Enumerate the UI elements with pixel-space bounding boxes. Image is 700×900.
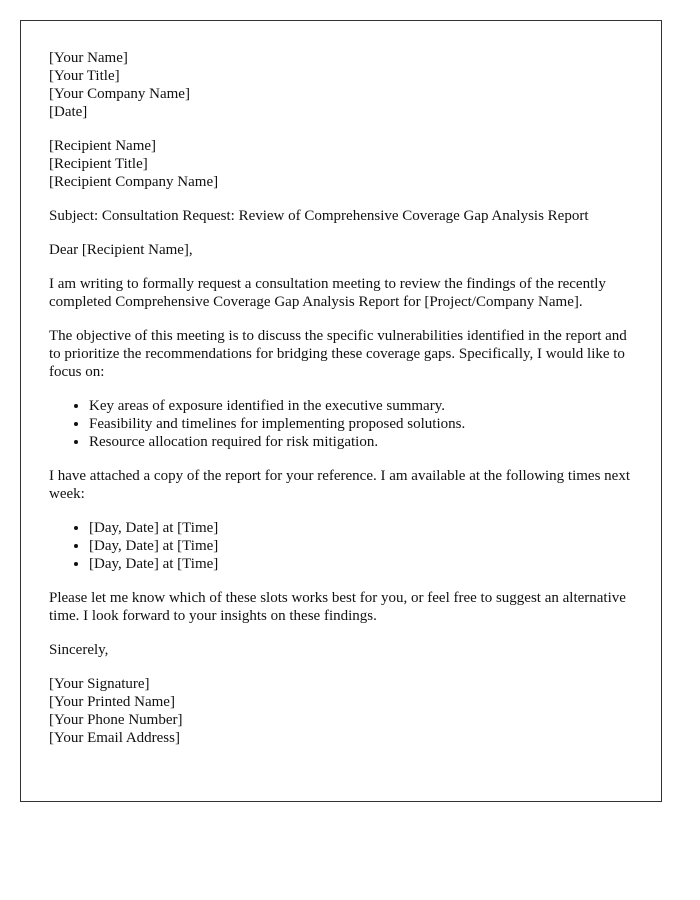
list-item: • [Day, Date] at [Time] — [89, 555, 633, 573]
salutation: Dear [Recipient Name], — [49, 242, 193, 258]
objective-paragraph: The objective of this meeting is to discuss the specific vulnerabilities identified in the report and to prioritize the recommendations for bridging these coverage gaps. Specifically, I would like to focus on: — [49, 328, 627, 380]
printed-name: [Your Printed Name] — [49, 694, 175, 710]
recipient-name: [Recipient Name] — [49, 138, 157, 154]
focus-list — [49, 397, 633, 451]
signature-block — [49, 675, 633, 747]
sender-name: [Your Name] — [49, 50, 128, 66]
email-address: [Your Email Address] — [49, 730, 180, 746]
signoff: Sincerely, — [49, 642, 109, 658]
list-item: • Resource allocation required for risk mitigation. — [89, 433, 633, 451]
intro-paragraph: I am writing to formally request a consultation meeting to review the findings of the recently completed Comprehensive Coverage Gap Analysis Report for [Project/Company Name]. — [49, 276, 606, 310]
signature-line: [Your Signature] — [49, 676, 150, 692]
letter-page — [20, 20, 662, 802]
availability-paragraph: I have attached a copy of the report for your reference. I am available at the following times next week: — [49, 468, 630, 502]
list-item: • [Day, Date] at [Time] — [89, 519, 633, 537]
recipient-company: [Recipient Company Name] — [49, 174, 219, 190]
letter-date: [Date] — [49, 104, 88, 120]
closing-paragraph: Please let me know which of these slots works best for you, or feel free to suggest an alternative time. I look forward to your insights on these findings. — [49, 590, 626, 624]
phone-number: [Your Phone Number] — [49, 712, 183, 728]
recipient-block — [49, 137, 633, 191]
list-item: • Feasibility and timelines for implementing proposed solutions. — [89, 415, 633, 433]
sender-company: [Your Company Name] — [49, 86, 190, 102]
sender-title: [Your Title] — [49, 68, 120, 84]
sender-block — [49, 49, 633, 121]
time-slot-list — [49, 519, 633, 573]
recipient-title: [Recipient Title] — [49, 156, 148, 172]
list-item: • [Day, Date] at [Time] — [89, 537, 633, 555]
list-item: • Key areas of exposure identified in the executive summary. — [89, 397, 633, 415]
subject-line: Subject: Consultation Request: Review of Comprehensive Coverage Gap Analysis Report — [49, 208, 589, 224]
